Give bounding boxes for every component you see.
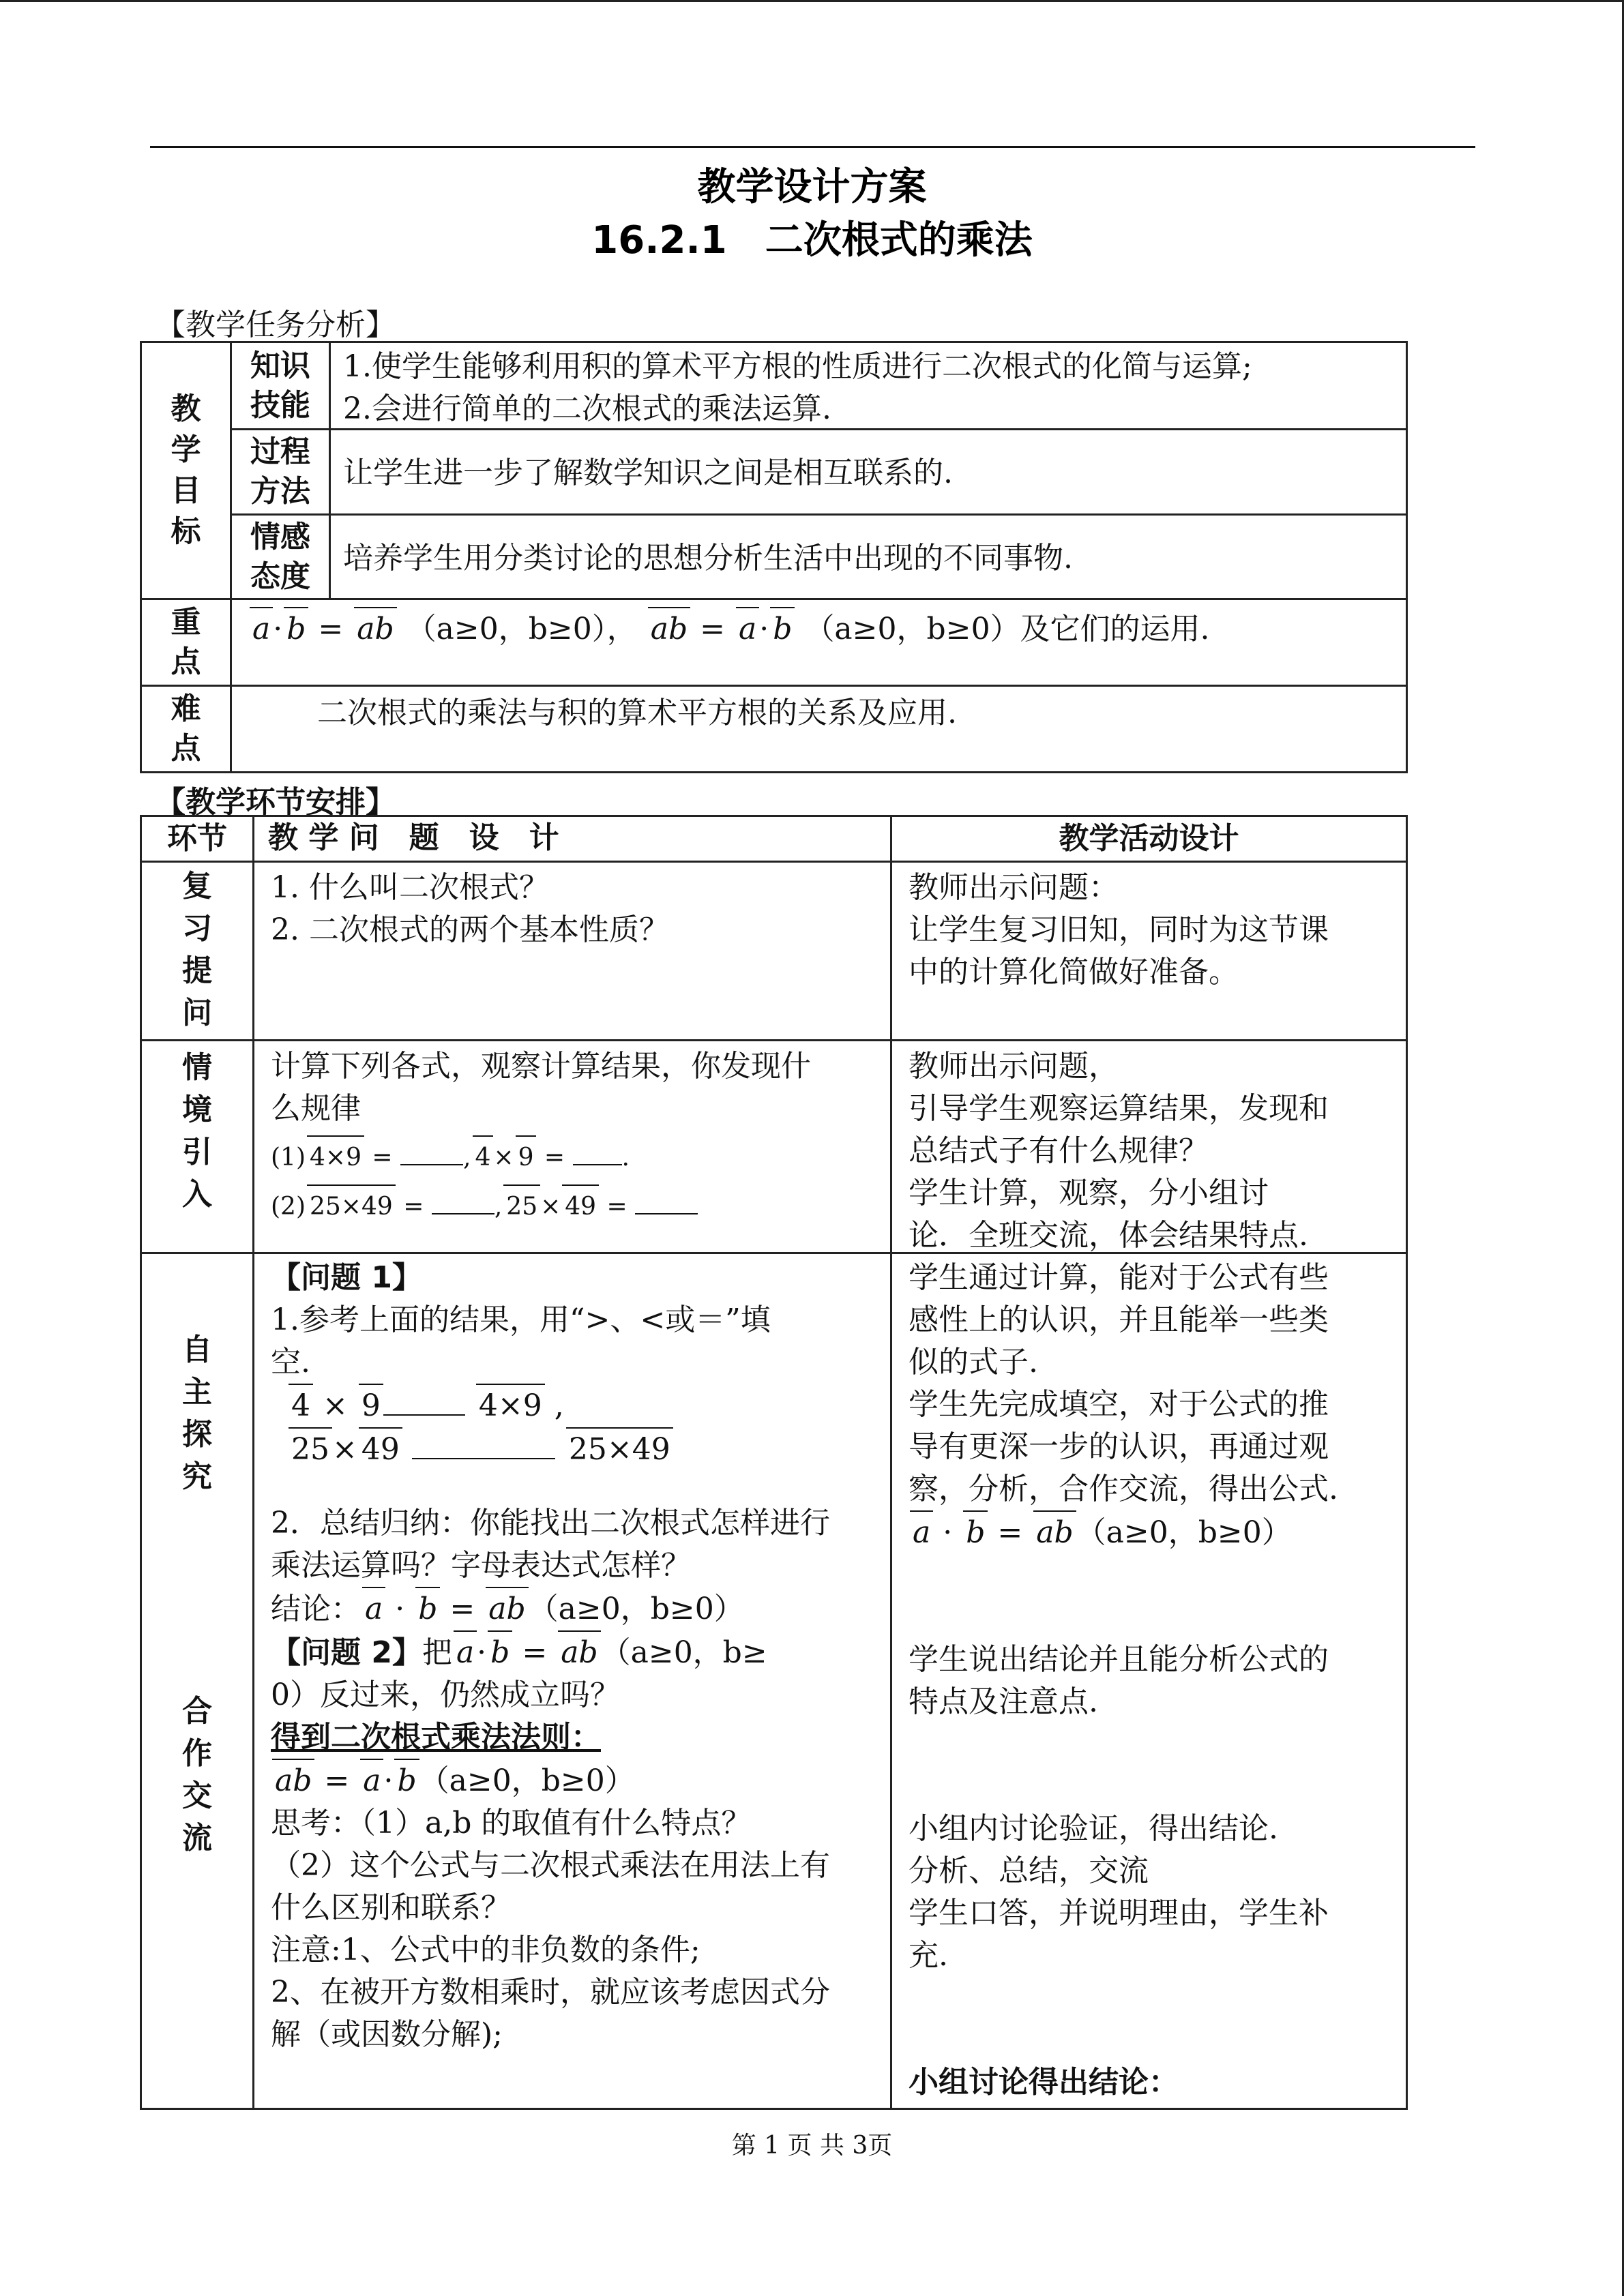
difficulty-label bbox=[140, 685, 232, 773]
explore-label1-3: 究 bbox=[182, 1459, 212, 1494]
spacer bbox=[909, 1723, 1398, 1808]
review-activity-2: 让学生复习旧知，同时为这节课 bbox=[909, 912, 1329, 947]
problem-2-line1: 【问题 2】把 a· b = ab（a≥0，b≥ bbox=[271, 1630, 878, 1674]
question-1-line2: 空. bbox=[271, 1345, 310, 1380]
question-1-title: 【问题 1】 bbox=[271, 1260, 422, 1295]
row-explore-activity bbox=[890, 1252, 1408, 2110]
row-review-label-3: 问 bbox=[182, 996, 212, 1030]
sqrt-25x49: 25×49 bbox=[307, 1184, 396, 1228]
row-intro-problems bbox=[252, 1039, 892, 1254]
conclusion-cond: （a≥0，b≥0） bbox=[528, 1592, 744, 1626]
section-arrangement: 【教学环节安排】 bbox=[156, 785, 396, 820]
goal-knowledge-label bbox=[230, 341, 331, 430]
intro-calc-1-prefix: (1) bbox=[271, 1144, 306, 1172]
goal-attitude-label-line2: 态度 bbox=[250, 558, 310, 594]
explore-activity-8: 特点及注意点. bbox=[909, 1684, 1098, 1719]
sqrt-a: a bbox=[362, 1587, 385, 1630]
sqrt-49: 49 bbox=[562, 1184, 599, 1228]
goal-process-label bbox=[230, 428, 331, 516]
row-intro-activity bbox=[890, 1039, 1408, 1254]
problem-2-rest: （a≥0，b≥ bbox=[600, 1635, 767, 1670]
explore-label-group2 bbox=[142, 1690, 252, 1860]
sqrt-9: 9 bbox=[516, 1135, 537, 1179]
goal-attitude-text bbox=[329, 513, 1408, 600]
intro-calc-1: (1) 4×9 = , 4 × 9 = . bbox=[271, 1135, 878, 1179]
explore-activity-10: 分析、总结，交流 bbox=[909, 1853, 1149, 1888]
explore-label-group1 bbox=[142, 1329, 252, 1498]
question-2-line2: 乘法运算吗？字母表达式怎样？ bbox=[271, 1548, 691, 1583]
goal-knowledge-label-line2: 技能 bbox=[250, 387, 310, 423]
problem-2-title: 【问题 2】 bbox=[271, 1635, 422, 1670]
rule-cond: （a≥0，b≥0） bbox=[419, 1763, 635, 1798]
think-line5: 2、在被开方数相乘时，就应该考虑因式分 bbox=[271, 1975, 830, 2010]
sqrt-b: b bbox=[770, 607, 795, 651]
sqrt-4: 4 bbox=[473, 1135, 494, 1179]
sqrt-b: b bbox=[284, 607, 308, 651]
sqrt-a: a bbox=[910, 1510, 933, 1554]
row-intro-label-2: 引 bbox=[182, 1135, 212, 1169]
intro-activity-2: 引导学生观察运算结果，发现和 bbox=[909, 1091, 1329, 1126]
sqrt-ab: ab bbox=[558, 1630, 600, 1674]
sqrt-a: a bbox=[360, 1759, 383, 1802]
document-subtitle: 16.2.1 二次根式的乘法 bbox=[591, 218, 1033, 263]
spacer bbox=[909, 1977, 1398, 2061]
header-rule bbox=[150, 146, 1475, 148]
explore-label1-2: 探 bbox=[182, 1417, 212, 1452]
sqrt-4: 4 bbox=[289, 1384, 313, 1427]
goal-label-2: 目 bbox=[171, 473, 201, 508]
explore-activity-9: 小组内讨论验证，得出结论. bbox=[909, 1811, 1278, 1846]
intro-activity-4: 学生计算，观察，分小组讨 bbox=[909, 1176, 1269, 1210]
section-task-analysis: 【教学任务分析】 bbox=[156, 308, 396, 342]
explore-activity-11: 学生口答，并说明理由，学生补 bbox=[909, 1896, 1329, 1930]
sqrt-b: b bbox=[963, 1510, 988, 1554]
row-intro-label-3: 入 bbox=[182, 1177, 212, 1212]
intro-problem-line1: 计算下列各式，观察计算结果，你发现什 bbox=[271, 1049, 811, 1084]
think-line1: 思考：（1）a,b 的取值有什么特点？ bbox=[271, 1806, 752, 1840]
explore-activity-7: 学生说出结论并且能分析公式的 bbox=[909, 1642, 1329, 1677]
row-review-label-0: 复 bbox=[182, 869, 212, 904]
key-point-label bbox=[140, 598, 232, 687]
sqrt-a: a bbox=[454, 1630, 477, 1674]
problem-2-line2: 0）反过来，仍然成立吗？ bbox=[271, 1678, 620, 1712]
goal-knowledge-label-line1: 知识 bbox=[250, 348, 310, 383]
explore-activity-6: 察，分析，合作交流，得出公式. bbox=[909, 1472, 1338, 1506]
intro-activity-5: 论．全班交流，体会结果特点. bbox=[909, 1218, 1308, 1253]
row-explore-problems bbox=[252, 1252, 892, 2110]
document-title: 教学设计方案 bbox=[697, 165, 927, 209]
goal-process-label-line1: 过程 bbox=[250, 434, 310, 469]
think-line6: 解（或因数分解); bbox=[271, 2017, 503, 2052]
think-line3: 什么区别和联系？ bbox=[271, 1890, 511, 1925]
conclusion-line: 结论： a · b = ab（a≥0，b≥0） bbox=[271, 1587, 878, 1630]
compare-blank[interactable] bbox=[383, 1414, 465, 1416]
row-review-problems bbox=[252, 861, 892, 1041]
sqrt-a: a bbox=[736, 607, 759, 651]
goal-label-1: 学 bbox=[171, 432, 201, 467]
sqrt-ab: ab bbox=[648, 607, 690, 651]
sqrt-4x9: 4×9 bbox=[476, 1384, 545, 1427]
explore-label2-3: 流 bbox=[182, 1821, 212, 1855]
answer-blank[interactable] bbox=[573, 1164, 622, 1165]
key-point-label-line1: 重 bbox=[171, 605, 201, 640]
key-point-cond2: （a≥0，b≥0）及它们的运用. bbox=[804, 612, 1210, 646]
sqrt-ab: ab bbox=[354, 607, 396, 651]
sqrt-25: 25 bbox=[503, 1184, 540, 1228]
header-col-stage-text: 环节 bbox=[167, 821, 227, 856]
explore-label2-2: 交 bbox=[182, 1778, 212, 1813]
goal-attitude-label-line1: 情感 bbox=[250, 519, 310, 554]
sqrt-b: b bbox=[488, 1630, 512, 1674]
goal-knowledge-line2: 2.会进行简单的二次根式的乘法运算. bbox=[343, 391, 831, 426]
row-intro-label bbox=[140, 1039, 254, 1254]
explore-activity-13: 小组讨论得出结论： bbox=[909, 2065, 1179, 2100]
compare-line-1: 4 × 9 4×9 , bbox=[271, 1384, 878, 1427]
explore-activity-12: 充. bbox=[909, 1938, 948, 1973]
explore-activity-2: 感性上的认识，并且能举一些类 bbox=[909, 1302, 1329, 1337]
goal-label-cell bbox=[140, 341, 232, 600]
think-line4: 注意:1、公式中的非负数的条件; bbox=[271, 1933, 700, 1967]
explore-label1-1: 主 bbox=[182, 1375, 212, 1410]
goal-knowledge-text bbox=[329, 341, 1408, 430]
sqrt-25x49: 25×49 bbox=[566, 1427, 673, 1471]
review-problem-1: 1. 什么叫二次根式？ bbox=[271, 870, 549, 905]
header-col-activity bbox=[890, 815, 1408, 863]
intro-activity-1: 教师出示问题， bbox=[909, 1049, 1119, 1084]
sqrt-ab: ab bbox=[1033, 1510, 1076, 1554]
difficulty-text: 二次根式的乘法与积的算术平方根的关系及应用. bbox=[317, 696, 957, 730]
sqrt-b: b bbox=[394, 1759, 419, 1802]
goal-knowledge-line1: 1.使学生能够利用积的算术平方根的性质进行二次根式的化简与运算; bbox=[343, 349, 1252, 384]
explore-label1-0: 自 bbox=[182, 1332, 212, 1367]
row-intro-label-0: 情 bbox=[182, 1050, 212, 1085]
goal-label-3: 标 bbox=[171, 514, 201, 549]
sqrt-ab: ab bbox=[272, 1759, 314, 1802]
compare-line-2: 25× 49 25×49 bbox=[271, 1427, 878, 1471]
review-problem-2: 2. 二次根式的两个基本性质？ bbox=[271, 912, 669, 947]
spacer bbox=[271, 1471, 878, 1502]
explore-activity-formula: a · b = ab（a≥0，b≥0） bbox=[909, 1510, 1398, 1554]
compare-blank[interactable] bbox=[412, 1458, 555, 1459]
rule-title: 得到二次根式乘法法则： bbox=[271, 1720, 601, 1755]
answer-blank[interactable] bbox=[400, 1164, 463, 1165]
difficulty-label-line1: 难 bbox=[171, 691, 201, 726]
sqrt-b: b bbox=[415, 1587, 440, 1630]
row-review-label bbox=[140, 861, 254, 1041]
question-2-line1: 2．总结归纳：你能找出二次根式怎样进行 bbox=[271, 1506, 830, 1540]
intro-problem-line2: 么规律 bbox=[271, 1091, 361, 1126]
intro-calc-2: (2) 25×49 = , 25 × 49 = bbox=[271, 1184, 878, 1228]
key-point-cond1: （a≥0，b≥0）， bbox=[406, 612, 637, 646]
page-frame-top bbox=[0, 0, 1624, 2]
row-review-label-2: 提 bbox=[182, 953, 212, 988]
goal-process-text bbox=[329, 428, 1408, 516]
goal-process-line1: 让学生进一步了解数学知识之间是相互联系的. bbox=[343, 456, 953, 490]
row-review-label-1: 习 bbox=[182, 911, 212, 946]
key-point-formula-line: a· b = ab （a≥0，b≥0）， ab = a· b （a≥0，b≥0）及它们的运用. bbox=[248, 607, 1389, 651]
page-footer: 第 1 页 共 3页 bbox=[731, 2132, 893, 2160]
sqrt-4x9: 4×9 bbox=[307, 1135, 364, 1179]
explore-label2-1: 作 bbox=[182, 1736, 212, 1771]
conclusion-prefix: 结论： bbox=[271, 1592, 361, 1626]
rule-formula: ab = a· b（a≥0，b≥0） bbox=[271, 1759, 878, 1802]
explore-activity-4: 学生先完成填空，对于公式的推 bbox=[909, 1387, 1329, 1422]
sqrt-25: 25 bbox=[289, 1427, 332, 1471]
sqrt-9: 9 bbox=[359, 1384, 383, 1427]
goal-attitude-line1: 培养学生用分类讨论的思想分析生活中出现的不同事物. bbox=[343, 541, 1073, 576]
explore-activity-formula-cond: （a≥0，b≥0） bbox=[1076, 1515, 1292, 1550]
header-col-problems bbox=[252, 815, 892, 863]
answer-blank[interactable] bbox=[432, 1213, 494, 1214]
sqrt-a: a bbox=[250, 607, 273, 651]
problem-2-prefix: 把 bbox=[422, 1635, 452, 1670]
explore-label2-0: 合 bbox=[182, 1694, 212, 1729]
review-activity-3: 中的计算化简做好准备。 bbox=[909, 955, 1239, 989]
think-line2: （2）这个公式与二次根式乘法在用法上有 bbox=[271, 1848, 830, 1883]
header-col-problems-text: 教 学 问 题 设 计 bbox=[268, 820, 559, 855]
question-1-line1: 1.参考上面的结果，用“>、<或＝”填 bbox=[271, 1302, 771, 1337]
sqrt-ab: ab bbox=[486, 1587, 528, 1630]
intro-activity-3: 总结式子有什么规律？ bbox=[909, 1133, 1209, 1168]
explore-activity-5: 导有更深一步的认识，再通过观 bbox=[909, 1429, 1329, 1464]
intro-calc-2-prefix: (2) bbox=[271, 1193, 306, 1221]
sqrt-49: 49 bbox=[359, 1427, 402, 1471]
difficulty-text-cell bbox=[230, 685, 1408, 773]
header-col-stage bbox=[140, 815, 254, 863]
difficulty-label-line2: 点 bbox=[171, 731, 201, 766]
goal-attitude-label bbox=[230, 513, 331, 600]
explore-activity-3: 似的式子. bbox=[909, 1345, 1038, 1380]
explore-activity-1: 学生通过计算，能对于公式有些 bbox=[909, 1260, 1329, 1295]
key-point-label-line2: 点 bbox=[171, 644, 201, 679]
row-explore-label bbox=[140, 1252, 254, 2110]
goal-label-0: 教 bbox=[171, 391, 201, 426]
goal-process-label-line2: 方法 bbox=[250, 474, 310, 509]
row-review-activity bbox=[890, 861, 1408, 1041]
answer-blank[interactable] bbox=[635, 1213, 698, 1214]
row-intro-label-1: 境 bbox=[182, 1092, 212, 1127]
spacer bbox=[909, 1554, 1398, 1639]
header-col-activity-text: 教学活动设计 bbox=[1059, 821, 1239, 856]
key-point-text bbox=[230, 598, 1408, 687]
review-activity-1: 教师出示问题： bbox=[909, 870, 1119, 905]
